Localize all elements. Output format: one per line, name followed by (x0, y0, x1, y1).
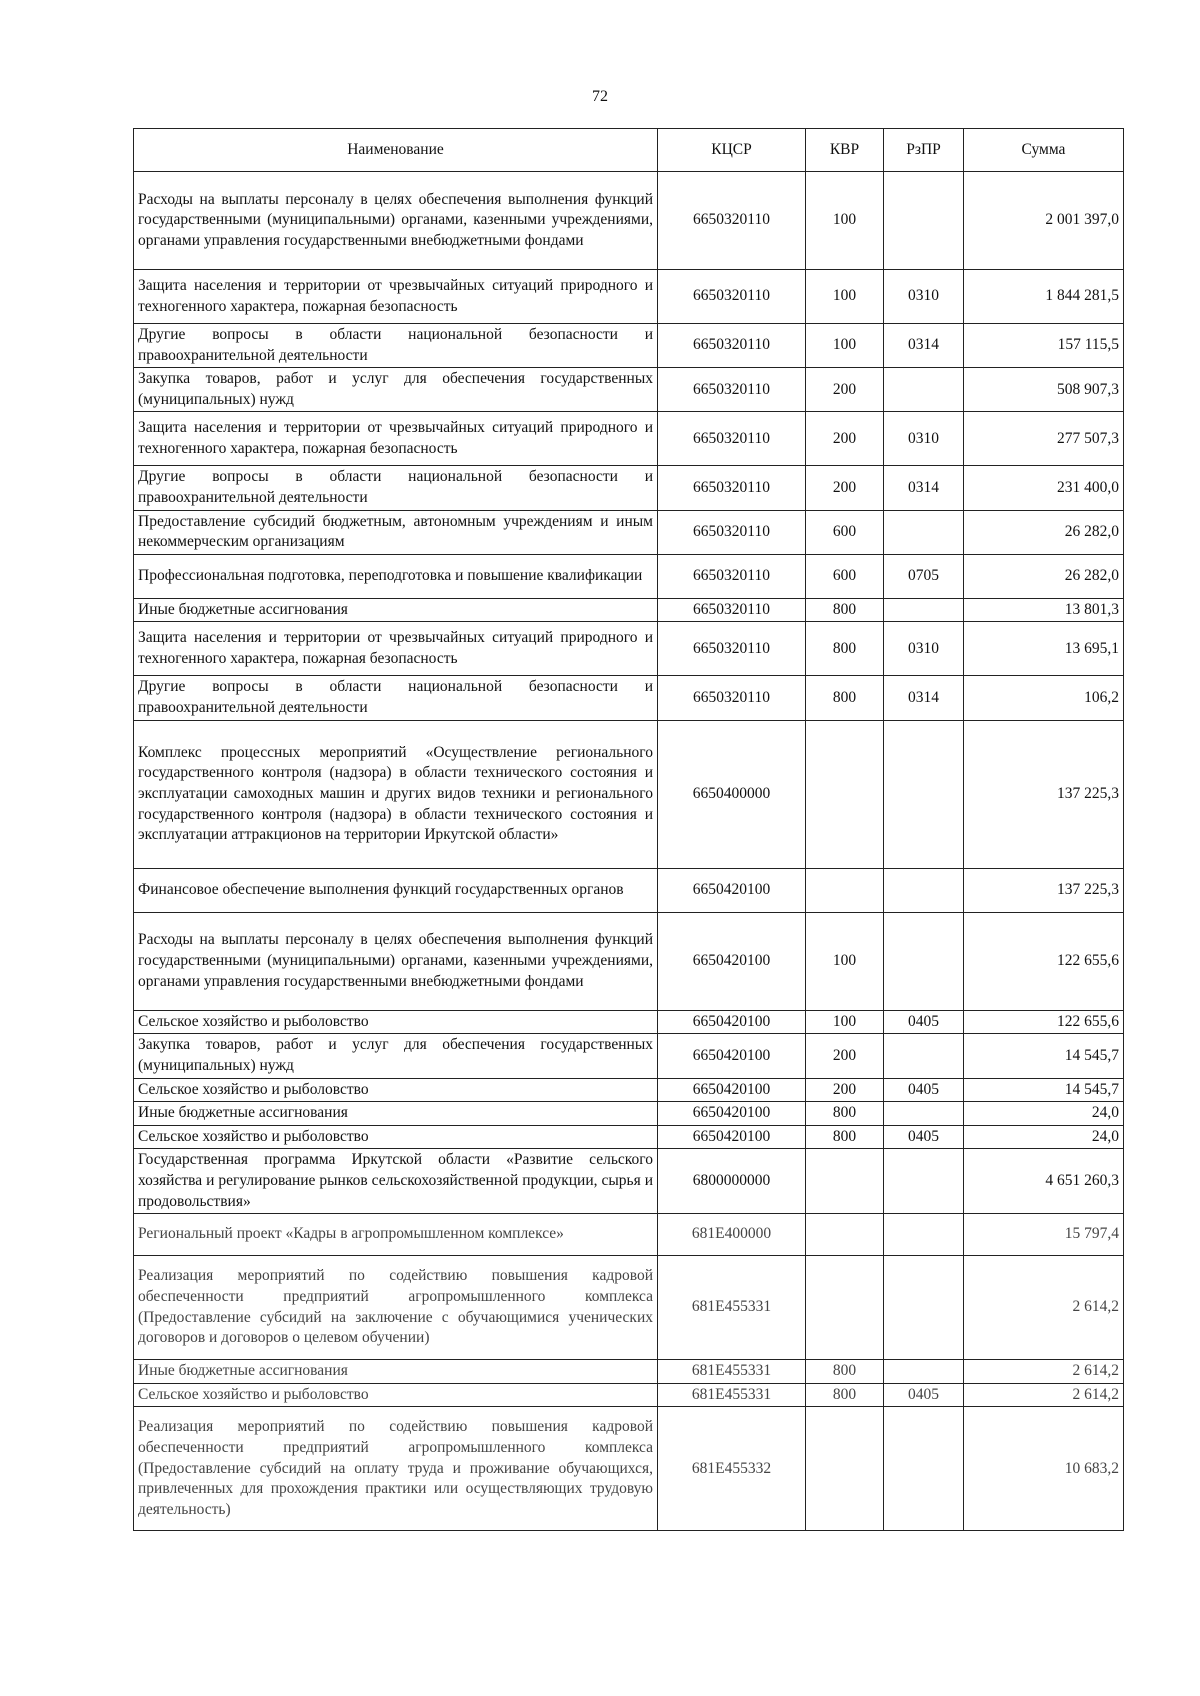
cell-kvr: 800 (806, 1383, 884, 1407)
cell-kvr: 800 (806, 1125, 884, 1149)
cell-rzpr (884, 172, 964, 270)
table-row (134, 1102, 1124, 1126)
cell-kcsr: 681Е455332 (658, 1407, 806, 1531)
cell-sum: 231 400,0 (964, 466, 1124, 510)
cell-sum: 106,2 (964, 676, 1124, 720)
cell-sum: 14 545,7 (964, 1034, 1124, 1078)
cell-kvr: 200 (806, 412, 884, 466)
cell-rzpr: 0310 (884, 412, 964, 466)
cell-name: Государственная программа Иркутской области «Развитие сельского хозяйства и регулирование рынков сельскохозяйственной продукции, сырья и продовольствия» (134, 1149, 658, 1214)
cell-kvr: 800 (806, 598, 884, 622)
cell-name: Реализация мероприятий по содействию повышения кадровой обеспеченности предприятий агропромышленного комплекса (Предоставление субсидий на заключение с обучающимися ученических договоров и договоров о целевом обучении) (134, 1256, 658, 1360)
cell-rzpr (884, 868, 964, 912)
cell-sum: 24,0 (964, 1125, 1124, 1149)
cell-kvr: 100 (806, 1010, 884, 1034)
cell-kcsr: 681Е455331 (658, 1256, 806, 1360)
cell-name: Расходы на выплаты персоналу в целях обеспечения выполнения функций государственными (муниципальными) органами, казенными учреждениями, органами управления государственными внебюджетными фондами (134, 172, 658, 270)
table-row (134, 510, 1124, 554)
cell-sum: 2 001 397,0 (964, 172, 1124, 270)
cell-name: Иные бюджетные ассигнования (134, 1102, 658, 1126)
cell-name: Профессиональная подготовка, переподготовка и повышение квалификации (134, 554, 658, 598)
cell-name: Другие вопросы в области национальной безопасности и правоохранительной деятельности (134, 676, 658, 720)
cell-kvr (806, 868, 884, 912)
cell-rzpr (884, 1102, 964, 1126)
cell-sum: 15 797,4 (964, 1214, 1124, 1256)
cell-kvr (806, 720, 884, 868)
cell-kcsr: 6650320110 (658, 622, 806, 676)
table-row (134, 1125, 1124, 1149)
cell-sum: 26 282,0 (964, 510, 1124, 554)
cell-sum: 14 545,7 (964, 1078, 1124, 1102)
cell-kcsr: 681Е455331 (658, 1383, 806, 1407)
cell-name: Иные бюджетные ассигнования (134, 1360, 658, 1384)
cell-kcsr: 6650420100 (658, 1125, 806, 1149)
table-row (134, 676, 1124, 720)
cell-kvr: 100 (806, 324, 884, 368)
cell-name: Закупка товаров, работ и услуг для обеспечения государственных (муниципальных) нужд (134, 368, 658, 412)
cell-sum: 4 651 260,3 (964, 1149, 1124, 1214)
cell-name: Защита населения и территории от чрезвычайных ситуаций природного и техногенного характера, пожарная безопасность (134, 270, 658, 324)
cell-sum: 122 655,6 (964, 1010, 1124, 1034)
cell-kcsr: 6650320110 (658, 554, 806, 598)
cell-kcsr: 6650320110 (658, 598, 806, 622)
cell-kcsr: 6650320110 (658, 172, 806, 270)
table-row (134, 1360, 1124, 1384)
cell-rzpr: 0405 (884, 1383, 964, 1407)
cell-sum: 2 614,2 (964, 1383, 1124, 1407)
cell-name: Другие вопросы в области национальной безопасности и правоохранительной деятельности (134, 466, 658, 510)
cell-rzpr (884, 912, 964, 1010)
table-row (134, 172, 1124, 270)
table-row (134, 1078, 1124, 1102)
cell-kcsr: 6650420100 (658, 1102, 806, 1126)
cell-kvr: 800 (806, 676, 884, 720)
table-row (134, 554, 1124, 598)
header-kvr: КВР (806, 129, 884, 172)
budget-table (133, 128, 1124, 1531)
cell-rzpr: 0405 (884, 1125, 964, 1149)
cell-kcsr: 6650320110 (658, 412, 806, 466)
cell-kcsr: 6650420100 (658, 868, 806, 912)
cell-name: Сельское хозяйство и рыболовство (134, 1383, 658, 1407)
cell-kcsr: 6650420100 (658, 1034, 806, 1078)
cell-kvr: 100 (806, 172, 884, 270)
table-row (134, 368, 1124, 412)
cell-name: Защита населения и территории от чрезвычайных ситуаций природного и техногенного характера, пожарная безопасность (134, 412, 658, 466)
table-row (134, 868, 1124, 912)
table-row (134, 1034, 1124, 1078)
cell-kvr: 200 (806, 1078, 884, 1102)
cell-sum: 1 844 281,5 (964, 270, 1124, 324)
cell-kcsr: 681Е455331 (658, 1360, 806, 1384)
cell-kcsr: 6800000000 (658, 1149, 806, 1214)
cell-kcsr: 6650420100 (658, 1010, 806, 1034)
cell-kcsr: 6650320110 (658, 368, 806, 412)
cell-rzpr: 0405 (884, 1078, 964, 1102)
table-row (134, 598, 1124, 622)
cell-rzpr (884, 1256, 964, 1360)
table-row (134, 912, 1124, 1010)
header-name: Наименование (134, 129, 658, 172)
cell-kvr: 200 (806, 466, 884, 510)
cell-kvr (806, 1149, 884, 1214)
table-row (134, 1214, 1124, 1256)
cell-rzpr: 0314 (884, 676, 964, 720)
cell-name: Другие вопросы в области национальной безопасности и правоохранительной деятельности (134, 324, 658, 368)
cell-rzpr (884, 598, 964, 622)
cell-rzpr: 0310 (884, 270, 964, 324)
cell-sum: 2 614,2 (964, 1360, 1124, 1384)
cell-kvr (806, 1214, 884, 1256)
cell-rzpr (884, 368, 964, 412)
cell-kcsr: 6650320110 (658, 510, 806, 554)
cell-kcsr: 6650400000 (658, 720, 806, 868)
table-row (134, 622, 1124, 676)
table-header-row (134, 129, 1124, 172)
cell-kvr (806, 1256, 884, 1360)
header-rzpr: РзПР (884, 129, 964, 172)
cell-kvr: 200 (806, 368, 884, 412)
cell-sum: 26 282,0 (964, 554, 1124, 598)
cell-rzpr (884, 1214, 964, 1256)
table-row (134, 1256, 1124, 1360)
cell-rzpr: 0405 (884, 1010, 964, 1034)
cell-sum: 10 683,2 (964, 1407, 1124, 1531)
cell-name: Сельское хозяйство и рыболовство (134, 1010, 658, 1034)
cell-kcsr: 6650320110 (658, 466, 806, 510)
cell-sum: 137 225,3 (964, 868, 1124, 912)
cell-kvr: 600 (806, 510, 884, 554)
cell-kvr: 800 (806, 1102, 884, 1126)
cell-name: Финансовое обеспечение выполнения функций государственных органов (134, 868, 658, 912)
cell-sum: 2 614,2 (964, 1256, 1124, 1360)
cell-rzpr (884, 1360, 964, 1384)
cell-sum: 277 507,3 (964, 412, 1124, 466)
cell-rzpr: 0705 (884, 554, 964, 598)
table-row (134, 1149, 1124, 1214)
table-row (134, 324, 1124, 368)
cell-name: Реализация мероприятий по содействию повышения кадровой обеспеченности предприятий агропромышленного комплекса (Предоставление субсидий на оплату труда и проживание обучающихся, привлеченных для прохождения практики или осуществляющих трудовую деятельность) (134, 1407, 658, 1531)
cell-kcsr: 6650320110 (658, 270, 806, 324)
header-sum: Сумма (964, 129, 1124, 172)
cell-sum: 24,0 (964, 1102, 1124, 1126)
cell-sum: 13 801,3 (964, 598, 1124, 622)
cell-kcsr: 6650320110 (658, 324, 806, 368)
cell-sum: 137 225,3 (964, 720, 1124, 868)
cell-sum: 157 115,5 (964, 324, 1124, 368)
cell-kvr: 800 (806, 1360, 884, 1384)
cell-sum: 508 907,3 (964, 368, 1124, 412)
cell-rzpr: 0314 (884, 324, 964, 368)
cell-rzpr (884, 1034, 964, 1078)
cell-rzpr: 0314 (884, 466, 964, 510)
cell-kcsr: 6650320110 (658, 676, 806, 720)
table-row (134, 270, 1124, 324)
cell-kcsr: 6650420100 (658, 1078, 806, 1102)
cell-rzpr: 0310 (884, 622, 964, 676)
cell-name: Расходы на выплаты персоналу в целях обеспечения выполнения функций государственными (муниципальными) органами, казенными учреждениями, органами управления государственными внебюджетными фондами (134, 912, 658, 1010)
cell-rzpr (884, 510, 964, 554)
cell-kvr (806, 1407, 884, 1531)
cell-name: Закупка товаров, работ и услуг для обеспечения государственных (муниципальных) нужд (134, 1034, 658, 1078)
cell-rzpr (884, 1407, 964, 1531)
cell-kcsr: 6650420100 (658, 912, 806, 1010)
cell-sum: 122 655,6 (964, 912, 1124, 1010)
cell-name: Региональный проект «Кадры в агропромышленном комплексе» (134, 1214, 658, 1256)
cell-kvr: 100 (806, 912, 884, 1010)
cell-sum: 13 695,1 (964, 622, 1124, 676)
cell-name: Предоставление субсидий бюджетным, автономным учреждениям и иным некоммерческим организациям (134, 510, 658, 554)
cell-kvr: 200 (806, 1034, 884, 1078)
cell-rzpr (884, 720, 964, 868)
cell-name: Защита населения и территории от чрезвычайных ситуаций природного и техногенного характера, пожарная безопасность (134, 622, 658, 676)
table-row (134, 466, 1124, 510)
cell-kvr: 800 (806, 622, 884, 676)
table-row (134, 1383, 1124, 1407)
cell-name: Сельское хозяйство и рыболовство (134, 1078, 658, 1102)
cell-kvr: 600 (806, 554, 884, 598)
table-row (134, 1407, 1124, 1531)
cell-name: Комплекс процессных мероприятий «Осуществление регионального государственного контроля (надзора) в области технического состояния и эксплуатации самоходных машин и других видов техники и регионального государственного контроля (надзора) в области технического состояния и эксплуатации аттракционов на территории Иркутской области» (134, 720, 658, 868)
cell-kvr: 100 (806, 270, 884, 324)
table-row (134, 412, 1124, 466)
page-number: 72 (592, 88, 608, 105)
table-row (134, 720, 1124, 868)
cell-kcsr: 681Е400000 (658, 1214, 806, 1256)
table-row (134, 1010, 1124, 1034)
cell-rzpr (884, 1149, 964, 1214)
cell-name: Сельское хозяйство и рыболовство (134, 1125, 658, 1149)
cell-name: Иные бюджетные ассигнования (134, 598, 658, 622)
header-kcsr: КЦСР (658, 129, 806, 172)
